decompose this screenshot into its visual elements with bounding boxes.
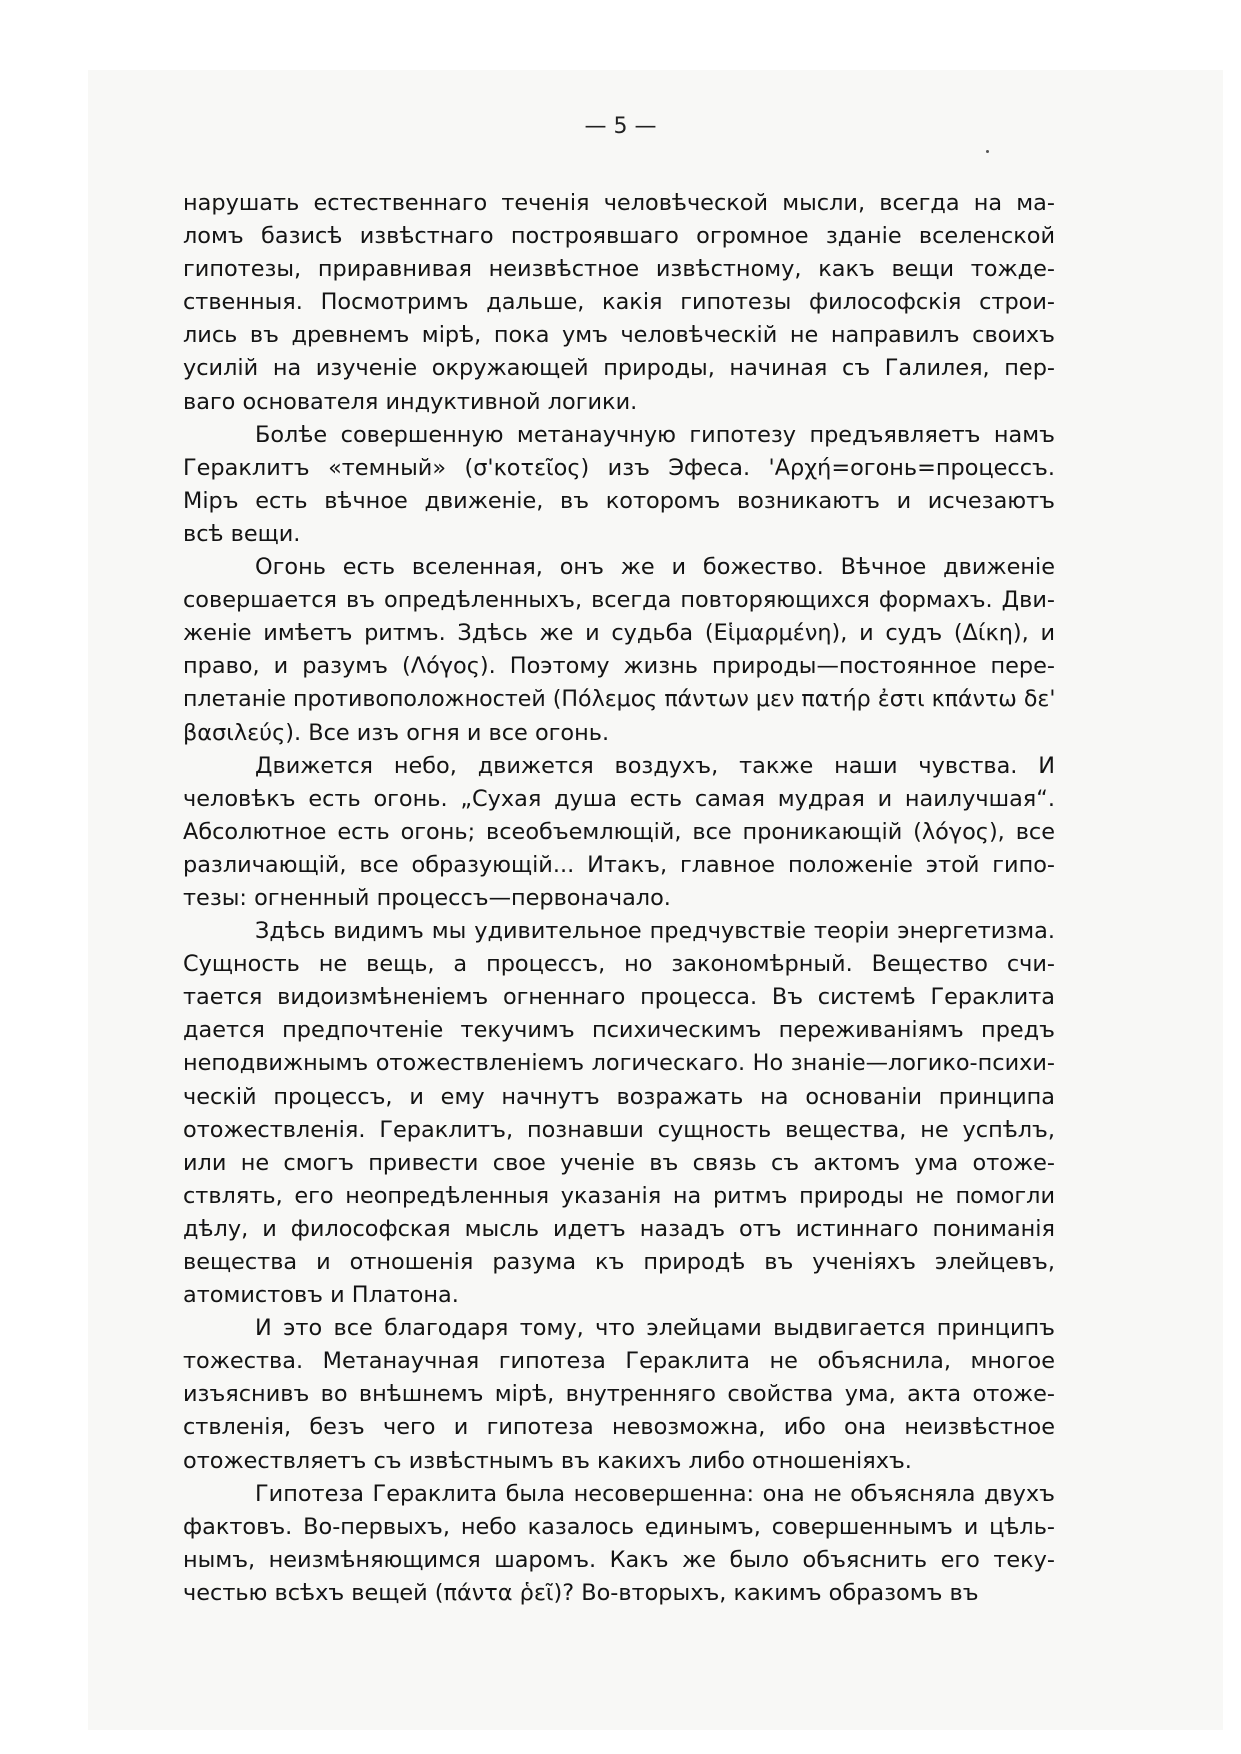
text-line: тается видоизмѣненіемъ огненнаго процесса. Въ системѣ Гераклита <box>183 984 1055 1011</box>
text-line: нымъ, неизмѣняющимся шаромъ. Какъ же было объяснить его теку- <box>183 1546 1055 1573</box>
text-line: тезы: огненный процессъ—первоначало. <box>183 884 671 911</box>
text-line: честью всѣхъ вещей (πάντα ῥεῖ)? Во-вторыхъ, какимъ образомъ въ <box>183 1579 979 1606</box>
text-line: всѣ вещи. <box>183 520 301 547</box>
text-line: изъяснивъ во внѣшнемъ мірѣ, внутренняго свойства ума, акта отоже- <box>183 1381 1055 1408</box>
text-line: плетаніе противоположностей (Πόλεμος πάντων μεν πατήρ ἐστι κπάντω δε' <box>183 686 1056 713</box>
paragraph <box>183 1478 1055 1610</box>
text-line: Здѣсь видимъ мы удивительное предчувствіе теоріи энергетизма. <box>255 918 1055 945</box>
page-number: — 5 — <box>584 114 657 139</box>
text-line: совершается въ опредѣленныхъ, всегда повторяющихся формахъ. Дви- <box>183 587 1055 614</box>
text-line: ческій процессъ, и ему начнутъ возражать на основаніи принципа <box>183 1083 1055 1110</box>
text-line: Сущность не вещь, а процессъ, но закономѣрный. Вещество счи- <box>183 951 1055 978</box>
text-line: женіе имѣетъ ритмъ. Здѣсь же и судьба (Εἱμαρμένη), и судъ (Δίκη), и <box>183 620 1055 647</box>
text-line: отожествленія. Гераклитъ, познавши сущность вещества, не успѣлъ, <box>183 1116 1055 1143</box>
text-line: Болѣе совершенную метанаучную гипотезу предъявляетъ намъ <box>255 421 1055 448</box>
text-line: ломъ базисѣ извѣстнаго построявшаго огромное зданіе вселенской <box>183 223 1055 250</box>
text-line: лись въ древнемъ мірѣ, пока умъ человѣческій не направилъ своихъ <box>183 322 1055 349</box>
paragraph <box>183 187 1055 419</box>
text-line: Міръ есть вѣчное движеніе, въ которомъ возникаютъ и исчезаютъ <box>183 487 1055 514</box>
text-line: тожества. Метанаучная гипотеза Гераклита не объяснила, многое <box>183 1348 1055 1375</box>
paragraph <box>183 1312 1055 1477</box>
text-line: ствлять, его неопредѣленныя указанія на ритмъ природы не помогли <box>183 1182 1055 1209</box>
text-line: вещества и отношенія разума къ природѣ въ ученіяхъ элейцевъ, <box>183 1249 1055 1275</box>
text-line: гипотезы, приравнивая неизвѣстное извѣстному, какъ вещи тожде- <box>183 256 1055 283</box>
text-line: βασιλεύς). Все изъ огня и все огонь. <box>183 719 610 746</box>
print-speck <box>986 150 989 153</box>
paragraph <box>183 419 1055 551</box>
text-line: отожествляетъ съ извѣстнымъ въ какихъ либо отношеніяхъ. <box>183 1447 912 1474</box>
text-line: или не смогъ привести свое ученіе въ связь съ актомъ ума отоже- <box>183 1149 1055 1176</box>
text-line: И это все благодаря тому, что элейцами выдвигается принципъ <box>255 1315 1055 1342</box>
text-line: Гераклитъ «темный» (σ'κοτεῖος) изъ Эфеса. 'Αρχή=огонь=процессъ. <box>183 454 1055 481</box>
paragraph <box>183 750 1055 915</box>
text-line: различающій, все образующій... Итакъ, главное положеніе этой гипо- <box>183 851 1055 878</box>
text-line: дается предпочтеніе текучимъ психическимъ переживаніямъ предъ <box>183 1017 1055 1044</box>
text-line: фактовъ. Во-первыхъ, небо казалось единымъ, совершеннымъ и цѣль- <box>183 1513 1055 1540</box>
text-line: нарушать естественнаго теченія человѣческой мысли, всегда на ма- <box>183 190 1055 216</box>
text-line: дѣлу, и философская мысль идетъ назадъ отъ истиннаго пониманія <box>183 1215 1055 1242</box>
text-line: неподвижнымъ отожествленіемъ логическаго. Но знаніе—логико-психи- <box>183 1050 1055 1077</box>
text-line: Гипотеза Гераклита была несовершенна: она не объясняла двухъ <box>255 1480 1055 1507</box>
paragraph <box>183 551 1055 750</box>
body-text <box>183 187 1055 1610</box>
text-line: усилій на изученіе окружающей природы, начиная съ Галилея, пер- <box>183 355 1055 382</box>
text-line: Огонь есть вселенная, онъ же и божество. Вѣчное движеніе <box>255 554 1055 581</box>
text-line: ствленія, безъ чего и гипотеза невозможна, ибо она неизвѣстное <box>183 1414 1055 1441</box>
text-line: человѣкъ есть огонь. „Сухая душа есть самая мудрая и наилучшая“. <box>183 785 1055 812</box>
text-line: атомистовъ и Платона. <box>183 1282 459 1309</box>
text-line: ваго основателя индуктивной логики. <box>183 388 638 415</box>
text-line: ственныя. Посмотримъ дальше, какія гипотезы философскія строи- <box>183 289 1055 316</box>
text-line: право, и разумъ (Λόγος). Поэтому жизнь природы—постоянное пере- <box>183 653 1055 680</box>
text-line: Абсолютное есть огонь; всеобъемлющій, все проникающій (λόγος), все <box>183 818 1055 845</box>
paragraph <box>183 915 1055 1312</box>
text-line: Движется небо, движется воздухъ, также наши чувства. И <box>255 752 1055 779</box>
